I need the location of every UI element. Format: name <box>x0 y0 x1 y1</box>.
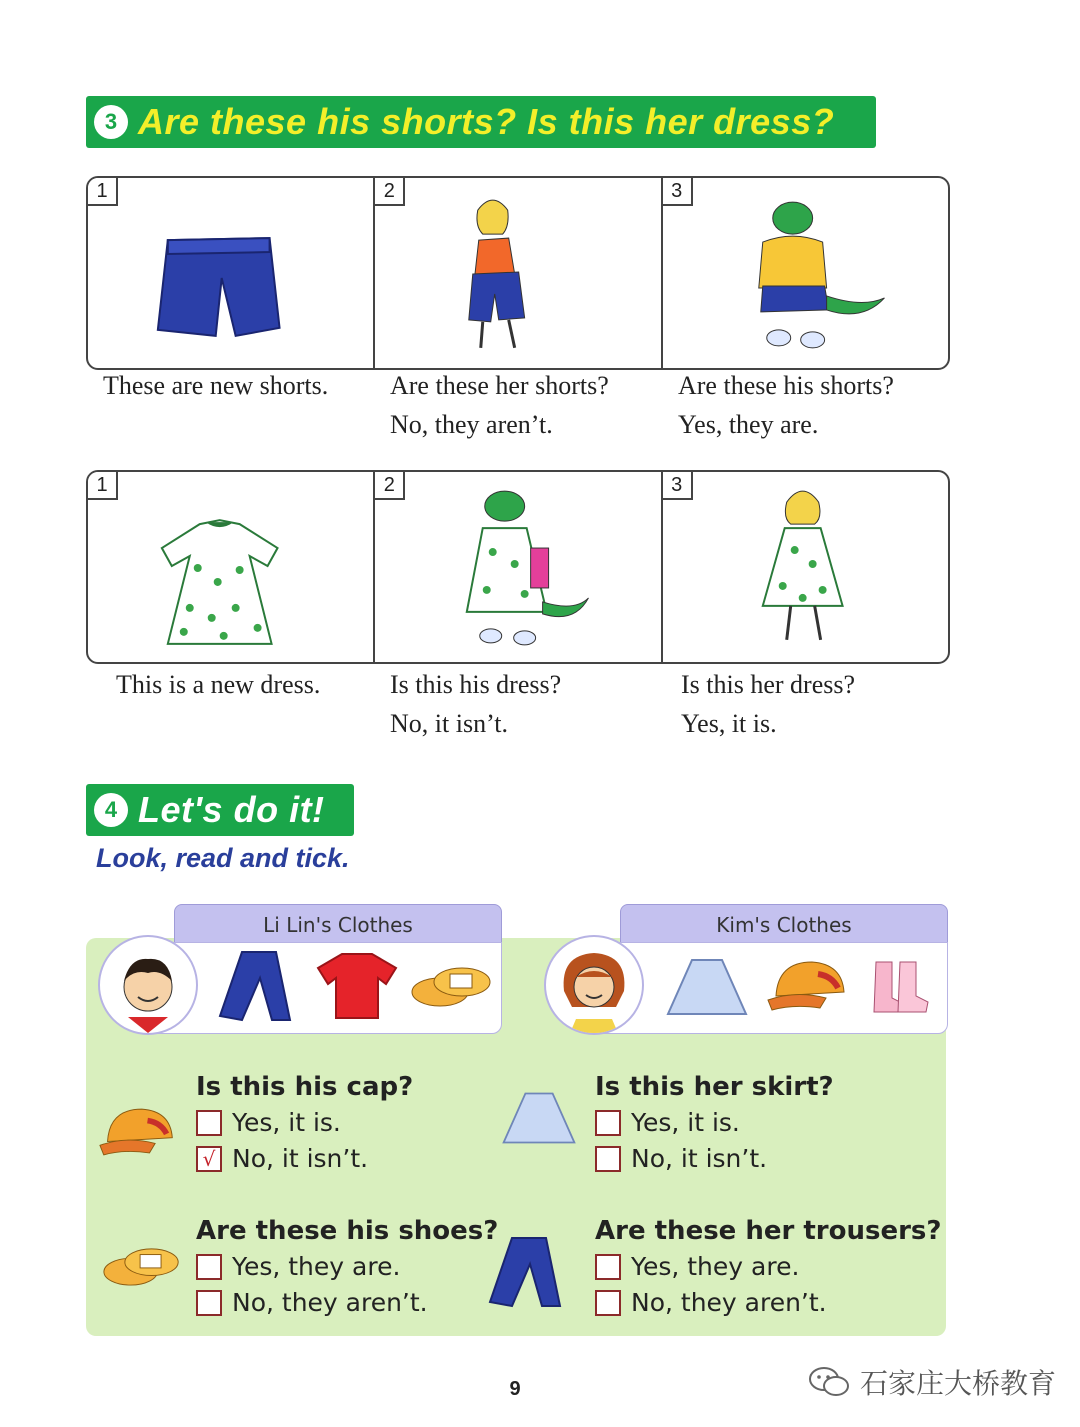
caption-line: Are these her shorts? <box>390 371 609 400</box>
picture-panel-3 <box>663 178 948 368</box>
dress-illustration <box>88 472 373 662</box>
caption-line: This is a new dress. <box>116 670 321 699</box>
watermark <box>808 1362 1056 1402</box>
option-label: Yes, they are. <box>631 1252 800 1281</box>
picture-panel-2 <box>375 178 662 368</box>
option-label: Yes, they are. <box>232 1252 401 1281</box>
kim-clothes-tab: Kim's Clothes <box>620 904 948 946</box>
option-label: No, they aren’t. <box>631 1288 827 1317</box>
q4-option-no <box>595 1288 827 1317</box>
cap-icon <box>98 1102 178 1162</box>
q1-option-no <box>196 1144 368 1173</box>
shorts-illustration <box>88 178 373 368</box>
question-4: Are these her trousers? <box>595 1216 942 1246</box>
panel-number: 2 <box>375 472 405 500</box>
picture-panel-2 <box>375 472 662 662</box>
caption-row1-2 <box>390 366 609 444</box>
girl-face-icon <box>546 937 642 1033</box>
caption-line: Yes, it is. <box>681 709 777 738</box>
shorts-picture-strip <box>86 176 950 370</box>
option-label: No, it isn’t. <box>232 1144 369 1173</box>
watermark-text: 石家庄大桥教育 <box>860 1367 1057 1400</box>
section-title: Are these his shorts? Is this her dress? <box>138 101 835 142</box>
panel-number: 2 <box>375 178 405 206</box>
question-1: Is this his cap? <box>196 1072 414 1102</box>
question-3: Are these his shoes? <box>196 1216 499 1246</box>
q4-no-checkbox[interactable] <box>595 1290 621 1316</box>
option-label: No, they aren’t. <box>232 1288 428 1317</box>
caption-line: No, they aren’t. <box>390 410 553 439</box>
dinosaur-in-dress-illustration <box>375 472 660 662</box>
q3-option-no <box>196 1288 428 1317</box>
option-label: Yes, it is. <box>232 1108 341 1137</box>
q2-no-checkbox[interactable] <box>595 1146 621 1172</box>
panel-number: 1 <box>88 178 118 206</box>
pink-boots-icon <box>870 958 932 1014</box>
dinosaur-in-shorts-illustration <box>663 178 948 368</box>
q1-no-checkbox[interactable]: √ <box>196 1146 222 1172</box>
caption-row1-1 <box>103 366 328 405</box>
q1-option-yes <box>196 1108 341 1137</box>
caption-row2-1 <box>116 665 320 704</box>
boy-face-icon <box>100 937 196 1033</box>
q4-yes-checkbox[interactable] <box>595 1254 621 1280</box>
skirt-icon <box>664 954 750 1020</box>
skirt-icon <box>500 1088 578 1148</box>
caption-row2-2 <box>390 665 561 743</box>
caption-line: Yes, they are. <box>678 410 819 439</box>
q1-yes-checkbox[interactable] <box>196 1110 222 1136</box>
wechat-icon <box>808 1365 852 1399</box>
li-lin-clothes-tab: Li Lin's Clothes <box>174 904 502 946</box>
q3-no-checkbox[interactable] <box>196 1290 222 1316</box>
section-number: 4 <box>94 793 128 827</box>
caption-line: No, it isn’t. <box>390 709 508 738</box>
question-2: Is this her skirt? <box>595 1072 834 1102</box>
caption-row2-3 <box>681 665 855 743</box>
q2-yes-checkbox[interactable] <box>595 1110 621 1136</box>
blue-trousers-icon <box>482 1232 566 1312</box>
q4-option-yes <box>595 1252 799 1281</box>
picture-panel-1 <box>88 178 375 368</box>
section-3-banner <box>86 96 876 148</box>
sandals-icon <box>410 958 494 1014</box>
panel-number: 3 <box>663 472 693 500</box>
sandals-icon <box>102 1238 182 1294</box>
section-title: Let's do it! <box>138 789 325 830</box>
blue-trousers-icon <box>212 948 296 1024</box>
cap-icon <box>766 956 850 1016</box>
q3-yes-checkbox[interactable] <box>196 1254 222 1280</box>
girl-in-dress-illustration <box>663 472 948 662</box>
red-tshirt-icon <box>316 950 398 1020</box>
dress-picture-strip <box>86 470 950 664</box>
q2-option-yes <box>595 1108 740 1137</box>
section-number: 3 <box>94 105 128 139</box>
caption-line: These are new shorts. <box>103 371 329 400</box>
option-label: No, it isn’t. <box>631 1144 768 1173</box>
q3-option-yes <box>196 1252 400 1281</box>
caption-row1-3 <box>678 366 894 444</box>
picture-panel-1 <box>88 472 375 662</box>
girl-avatar <box>544 935 644 1035</box>
q2-option-no <box>595 1144 767 1173</box>
boy-avatar <box>98 935 198 1035</box>
section-4-banner <box>86 784 354 836</box>
page-number: 9 <box>509 1378 521 1400</box>
caption-line: Is this his dress? <box>390 670 562 699</box>
caption-line: Are these his shorts? <box>678 371 894 400</box>
instruction-text: Look, read and tick. <box>96 843 350 873</box>
caption-line: Is this her dress? <box>681 670 856 699</box>
panel-number: 1 <box>88 472 118 500</box>
girl-in-big-shorts-illustration <box>375 178 660 368</box>
option-label: Yes, it is. <box>631 1108 740 1137</box>
panel-number: 3 <box>663 178 693 206</box>
picture-panel-3 <box>663 472 948 662</box>
